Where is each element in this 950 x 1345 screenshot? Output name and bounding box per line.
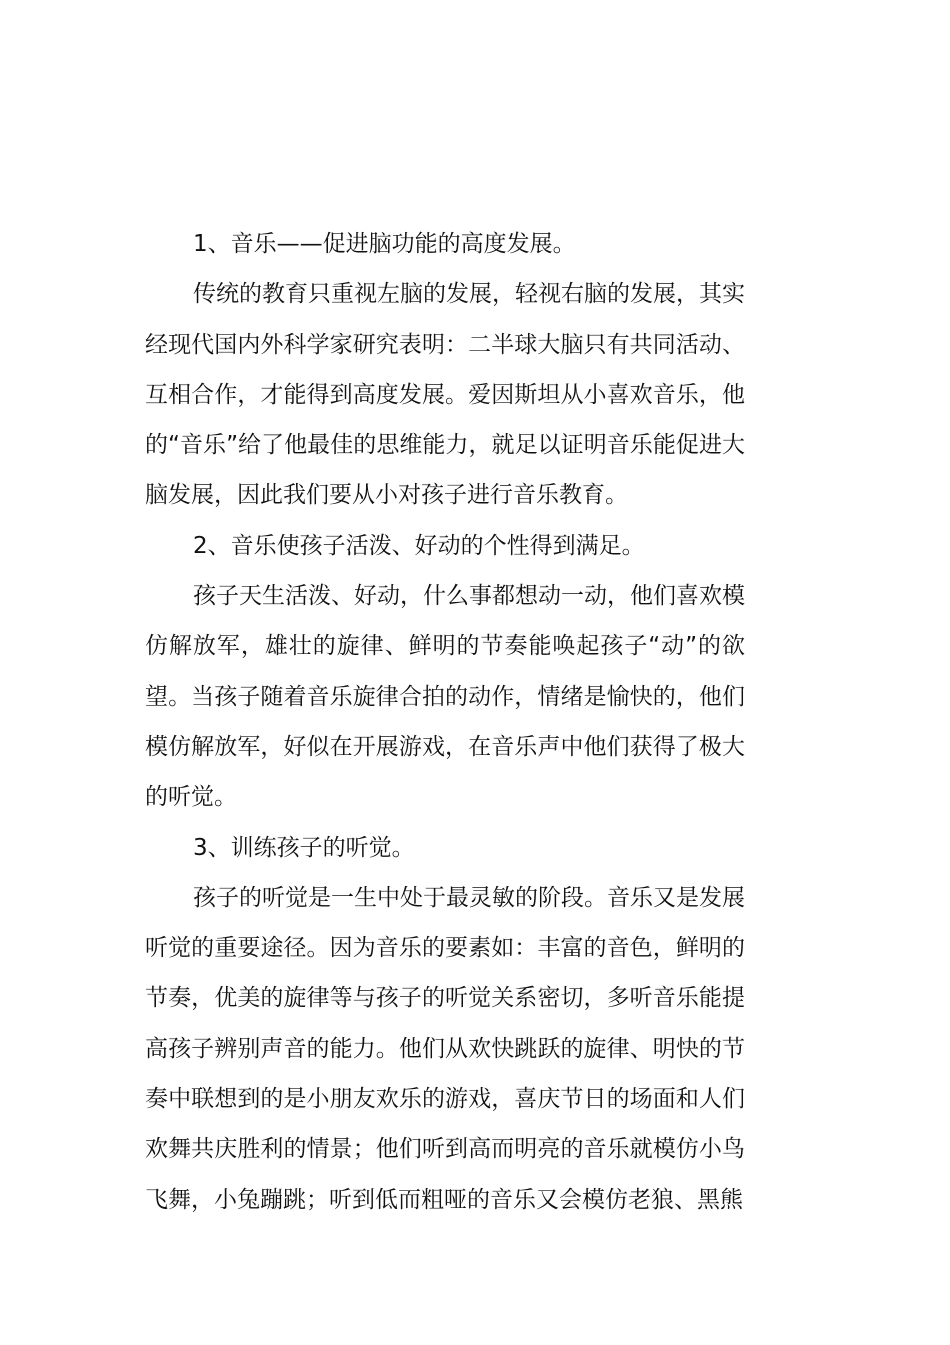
section-heading-1: 1、音乐——促进脑功能的高度发展。 xyxy=(193,231,576,257)
body-paragraph-2: 孩子天生活泼、好动，什么事都想动一动，他们喜欢模仿解放军，雄壮的旋律、鲜明的节奏能唤起孩子“动”的欲望。当孩子随着音乐旋律合拍的动作，情绪是愉快的，他们模仿解放军，好似在开展游戏，在音乐声中他们获得了极大的听觉。 xyxy=(145,583,745,811)
section-heading-3: 3、训练孩子的听觉。 xyxy=(193,834,415,861)
body-paragraph-1: 传统的教育只重视左脑的发展，轻视右脑的发展，其实经现代国内外科学家研究表明：二半球大脑只有共同活动、互相合作，才能得到高度发展。爱因斯坦从小喜欢音乐，他的“音乐”给了他最佳的思维能力，就足以证明音乐能促进大脑发展，因此我们要从小对孩子进行音乐教育。 xyxy=(145,281,745,509)
body-paragraph-3: 孩子的听觉是一生中处于最灵敏的阶段。音乐又是发展听觉的重要途径。因为音乐的要素如：丰富的音色，鲜明的节奏，优美的旋律等与孩子的听觉关系密切，多听音乐能提高孩子辨别声音的能力。他们从欢快跳跃的旋律、明快的节奏中联想到的是小朋友欢乐的游戏，喜庆节日的场面和人们欢舞共庆胜利的情景；他们听到高而明亮的音乐就模仿小鸟飞舞，小兔蹦跳；听到低而粗哑的音乐又会模仿老狼、黑熊 xyxy=(145,884,745,1213)
document-body xyxy=(145,219,745,1225)
section-heading-2: 2、音乐使孩子活泼、好动的个性得到满足。 xyxy=(193,532,645,559)
